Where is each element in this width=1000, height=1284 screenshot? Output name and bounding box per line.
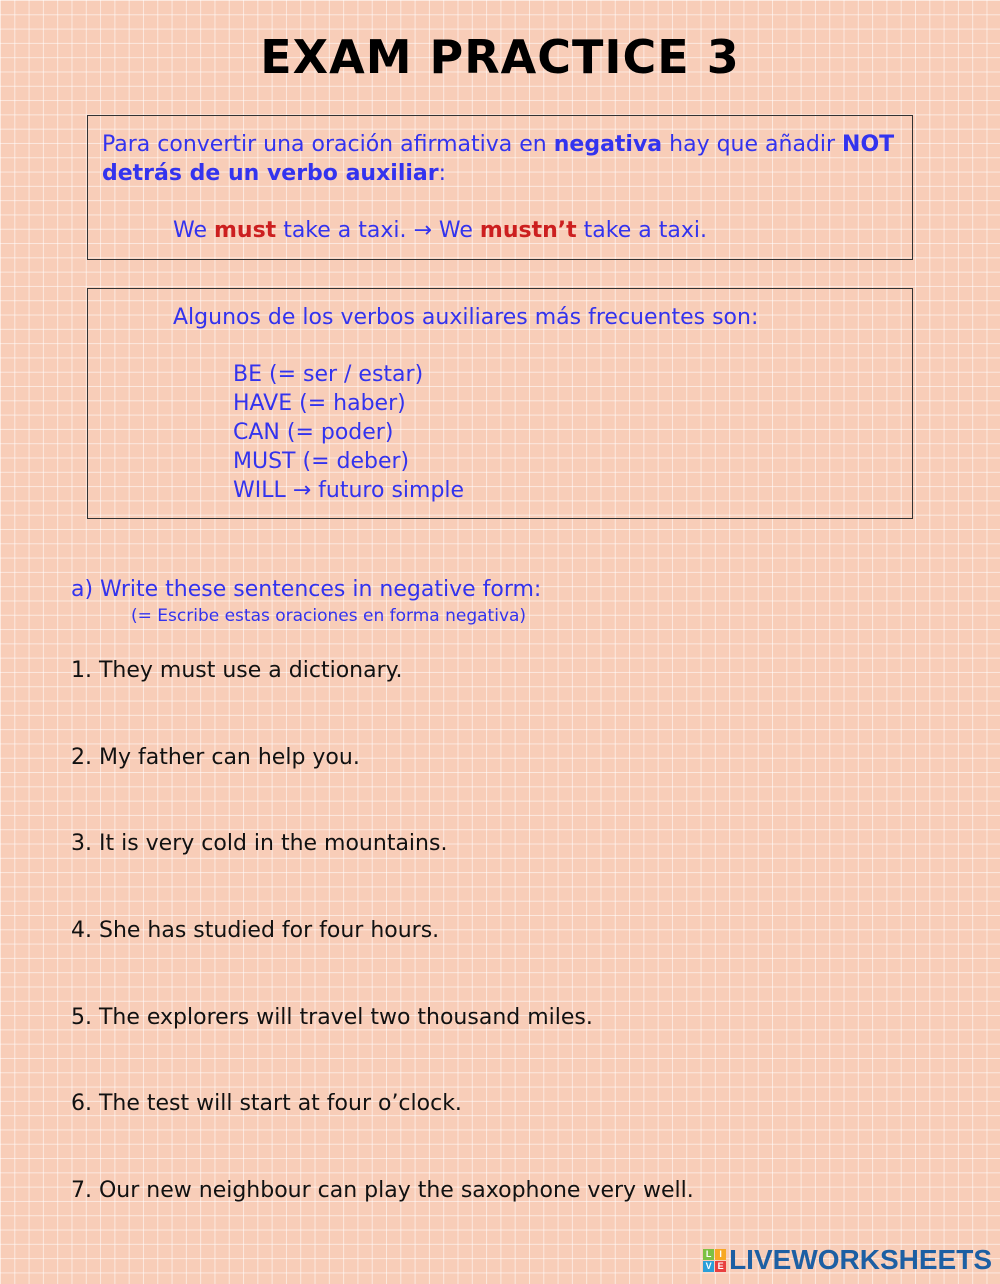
exercise-sentence-6: 6. The test will start at four o’clock. <box>71 1091 462 1116</box>
auxiliary-verb-have: HAVE (= haber) <box>233 391 406 416</box>
exercise-heading: a) Write these sentences in negative form: <box>71 577 542 602</box>
auxiliary-verbs-box <box>87 288 913 519</box>
example-part2: take a taxi. → We <box>276 218 480 243</box>
liveworksheets-logo-icon <box>703 1249 726 1272</box>
exercise-sentence-1: 1. They must use a dictionary. <box>71 658 403 683</box>
logo-letter-v: V <box>703 1261 714 1272</box>
rule-example <box>173 216 707 245</box>
liveworksheets-logo <box>703 1244 992 1276</box>
liveworksheets-logo-text: LIVEWORKSHEETS <box>729 1244 992 1275</box>
logo-letter-e: E <box>715 1261 726 1272</box>
exercise-sentence-4: 4. She has studied for four hours. <box>71 918 440 943</box>
auxiliary-verb-can: CAN (= poder) <box>233 420 394 445</box>
auxiliary-verbs-intro: Algunos de los verbos auxiliares más frecuentes son: <box>173 305 759 330</box>
rule-text <box>102 130 902 188</box>
example-aux-must: must <box>214 218 277 243</box>
rule-keyword-negativa: negativa <box>553 132 663 157</box>
auxiliary-verb-will: WILL → futuro simple <box>233 478 465 503</box>
rule-text-part2: hay que añadir <box>662 132 843 157</box>
rule-box <box>87 115 913 260</box>
auxiliary-verbs-list <box>233 360 464 505</box>
example-aux-mustnt: mustn’t <box>479 218 577 243</box>
example-part1: We <box>173 218 214 243</box>
exercise-subheading: (= Escribe estas oraciones en forma negativa) <box>131 606 527 626</box>
auxiliary-verb-must: MUST (= deber) <box>233 449 410 474</box>
example-part3: take a taxi. <box>576 218 707 243</box>
rule-text-part1: Para convertir una oración afirmativa en <box>102 132 554 157</box>
auxiliary-verb-be: BE (= ser / estar) <box>233 362 424 387</box>
exercise-sentence-2: 2. My father can help you. <box>71 745 360 770</box>
logo-letter-l: L <box>703 1249 714 1260</box>
rule-text-end: : <box>438 161 447 186</box>
exercise-sentence-5: 5. The explorers will travel two thousand miles. <box>71 1005 593 1030</box>
exercise-sentence-3: 3. It is very cold in the mountains. <box>71 831 448 856</box>
exercise-sentence-7: 7. Our new neighbour can play the saxophone very well. <box>71 1178 694 1203</box>
logo-letter-i: I <box>715 1249 726 1260</box>
rule-keyword-not: NOT detrás de un verbo auxiliar <box>102 132 895 186</box>
page-title: EXAM PRACTICE 3 <box>260 30 740 84</box>
